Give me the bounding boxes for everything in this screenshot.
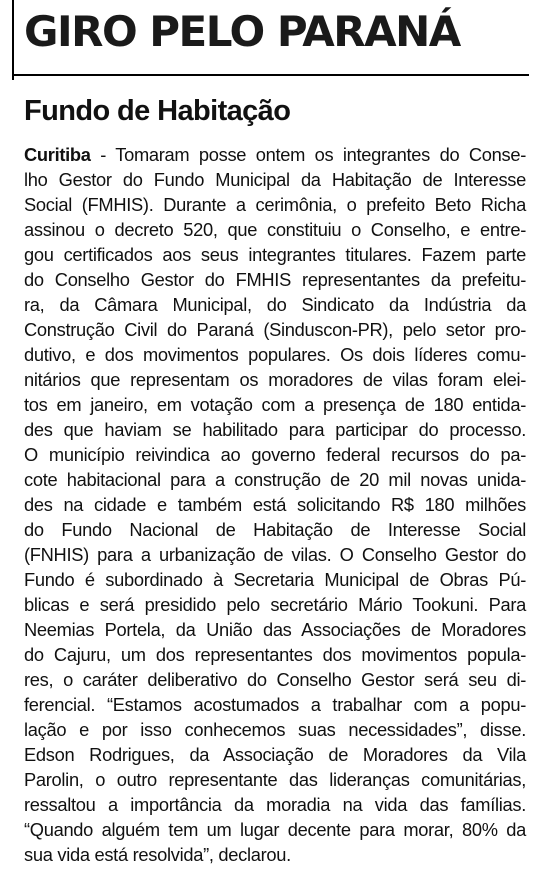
body-line: Parolin, o outro representante das lideranças comunitárias,: [24, 769, 526, 790]
body-line: blicas e será presidido pelo secretário Mário Tookuni. Para: [24, 594, 526, 615]
header-divider: [12, 74, 529, 76]
body-line: do Cajuru, um dos representantes dos movimentos popula-: [24, 644, 526, 665]
body-line: lho Gestor do Fundo Municipal da Habitação de Interesse: [24, 169, 526, 190]
body-line: Construção Civil do Paraná (Sinduscon-PR), pelo setor pro-: [24, 319, 526, 340]
body-line: ferencial. “Estamos acostumados a trabalhar com a popu-: [24, 694, 526, 715]
body-line-text: - Tomaram posse ontem os integrantes do Conse-: [90, 144, 526, 165]
body-line: dutivo, e dos movimentos populares. Os dois líderes comu-: [24, 344, 526, 365]
body-line: res, o caráter deliberativo do Conselho Gestor será seu di-: [24, 669, 526, 690]
body-line: lação e por isso conhecemos suas necessidades”, disse.: [24, 719, 526, 740]
body-line: Neemias Portela, da União das Associações de Moradores: [24, 619, 526, 640]
body-line: des na cidade e também está solicitando R$ 180 milhões: [24, 494, 526, 515]
body-line: cote habitacional para a construção de 20 mil novas unida-: [24, 469, 526, 490]
body-line: nitários que representam os moradores de vilas foram elei-: [24, 369, 526, 390]
column-rule-left: [12, 0, 14, 80]
body-line: [24, 142, 526, 167]
body-line: tos em janeiro, em votação com a presença de 180 entida-: [24, 394, 526, 415]
body-line: des que haviam se habilitado para participar do processo.: [24, 419, 526, 440]
body-line: gou certificados aos seus integrantes titulares. Fazem parte: [24, 244, 526, 265]
body-line: Fundo é subordinado à Secretaria Municipal de Obras Pú-: [24, 569, 526, 590]
body-line: ressaltou a importância da moradia na vida das famílias.: [24, 794, 526, 815]
body-line: (FNHIS) para a urbanização de vilas. O Conselho Gestor do: [24, 544, 526, 565]
body-line: Edson Rodrigues, da Associação de Moradores da Vila: [24, 744, 526, 765]
body-line: “Quando alguém tem um lugar decente para morar, 80% da: [24, 819, 526, 840]
body-line: Social (FMHIS). Durante a cerimônia, o prefeito Beto Richa: [24, 194, 526, 215]
body-line: do Conselho Gestor do FMHIS representantes da prefeitu-: [24, 269, 526, 290]
article-title: Fundo de Habitação: [24, 95, 291, 127]
body-line: ra, da Câmara Municipal, do Sindicato da Indústria da: [24, 294, 526, 315]
section-header: GIRO PELO PARANÁ: [24, 7, 460, 56]
body-line: sua vida está resolvida”, declarou.: [24, 844, 291, 865]
article-body: [24, 142, 526, 867]
dateline: Curitiba: [24, 144, 91, 165]
body-line: O município reivindica ao governo federal recursos do pa-: [24, 444, 526, 465]
body-line: do Fundo Nacional de Habitação de Interesse Social: [24, 519, 526, 540]
body-line: assinou o decreto 520, que constituiu o Conselho, e entre-: [24, 219, 526, 240]
